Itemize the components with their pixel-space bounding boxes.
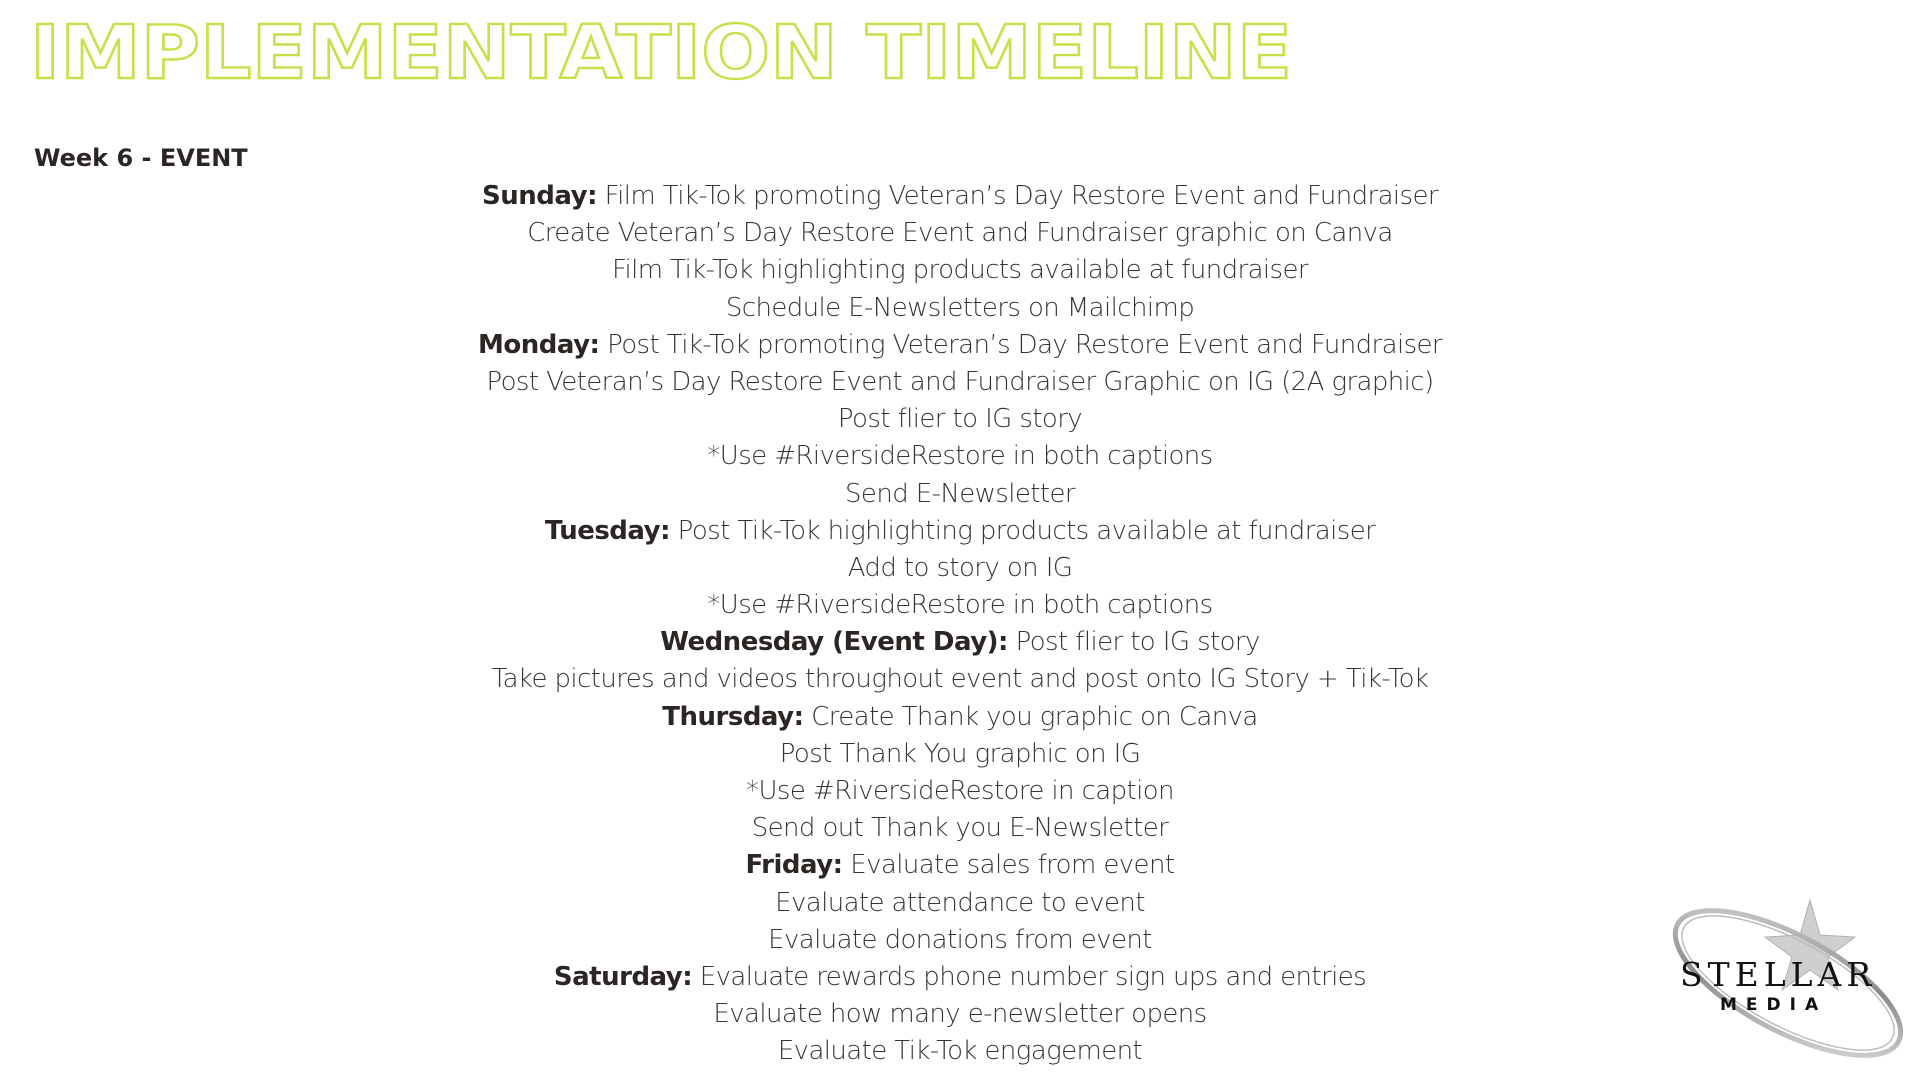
logo-brand-text: STELLAR	[1680, 955, 1877, 994]
schedule-line	[440, 699, 1480, 736]
schedule-line	[440, 922, 1480, 959]
task-text: Post flier to IG story	[837, 404, 1083, 435]
day-label: Friday:	[745, 850, 843, 881]
task-text: Schedule E-Newsletters on Mailchimp	[725, 292, 1195, 323]
task-text: Evaluate Tik-Tok engagement	[777, 1036, 1143, 1067]
task-text: Post Thank You graphic on IG	[779, 738, 1141, 769]
task-text: Create Thank you graphic on Canva	[803, 701, 1258, 732]
logo-sub-text: MEDIA	[1720, 995, 1828, 1015]
task-text: Post Tik-Tok promoting Veteran’s Day Restore Event and Fundraiser	[599, 329, 1442, 360]
task-text: Evaluate donations from event	[768, 924, 1152, 955]
task-text: Add to story on IG	[847, 552, 1073, 583]
schedule-line	[440, 476, 1480, 513]
schedule-line	[440, 215, 1480, 252]
task-text: Evaluate attendance to event	[775, 887, 1145, 918]
schedule-line	[440, 364, 1480, 401]
schedule-line	[440, 178, 1480, 215]
schedule-line	[440, 401, 1480, 438]
task-text: *Use #RiversideRestore in both captions	[707, 590, 1213, 621]
task-text: Send E-Newsletter	[845, 478, 1075, 509]
schedule-line	[440, 513, 1480, 550]
schedule-line	[440, 624, 1480, 661]
schedule-line	[440, 885, 1480, 922]
schedule-line	[440, 959, 1480, 996]
schedule-line	[440, 773, 1480, 810]
task-text: Evaluate sales from event	[842, 850, 1175, 881]
task-text: Evaluate how many e-newsletter opens	[713, 999, 1207, 1030]
day-label: Sunday:	[482, 181, 597, 211]
schedule-line	[440, 1033, 1480, 1070]
schedule-line	[440, 587, 1480, 624]
day-label: Wednesday (Event Day):	[660, 627, 1008, 658]
day-label: Tuesday:	[544, 515, 671, 546]
schedule-line	[440, 550, 1480, 587]
stellar-media-logo	[1660, 895, 1910, 1075]
schedule-line	[440, 438, 1480, 475]
schedule-line	[440, 847, 1480, 884]
task-text: Post Tik-Tok highlighting products available at fundraiser	[670, 515, 1376, 546]
task-text: Post Veteran’s Day Restore Event and Fundraiser Graphic on IG (2A graphic)	[486, 366, 1434, 397]
schedule-list	[440, 178, 1480, 1071]
task-text: Post flier to IG story	[1007, 627, 1260, 658]
task-text: Create Veteran’s Day Restore Event and Fundraiser graphic on Canva	[527, 218, 1393, 249]
task-text: *Use #RiversideRestore in caption	[746, 776, 1174, 806]
schedule-line	[440, 661, 1480, 698]
day-label: Monday:	[477, 329, 600, 360]
task-text: Film Tik-Tok highlighting products available at fundraiser	[612, 255, 1308, 286]
schedule-line	[440, 810, 1480, 847]
day-label: Thursday:	[662, 701, 804, 732]
schedule-line	[440, 252, 1480, 289]
task-text: Send out Thank you E-Newsletter	[751, 813, 1169, 844]
task-text: Film Tik-Tok promoting Veteran’s Day Restore Event and Fundraiser	[596, 181, 1438, 211]
schedule-line	[440, 736, 1480, 773]
task-text: Take pictures and videos throughout event and post onto IG Story + Tik-Tok	[491, 664, 1429, 695]
task-text: Evaluate rewards phone number sign ups and entries	[692, 961, 1367, 992]
task-text: *Use #RiversideRestore in both captions	[707, 441, 1213, 472]
page-title	[30, 20, 1330, 90]
page-title-text: IMPLEMENTATION TIMELINE	[30, 20, 1292, 90]
day-label: Saturday:	[553, 961, 693, 992]
schedule-line	[440, 996, 1480, 1033]
schedule-line	[440, 290, 1480, 327]
week-heading: Week 6 - EVENT	[34, 144, 248, 172]
schedule-line	[440, 327, 1480, 364]
